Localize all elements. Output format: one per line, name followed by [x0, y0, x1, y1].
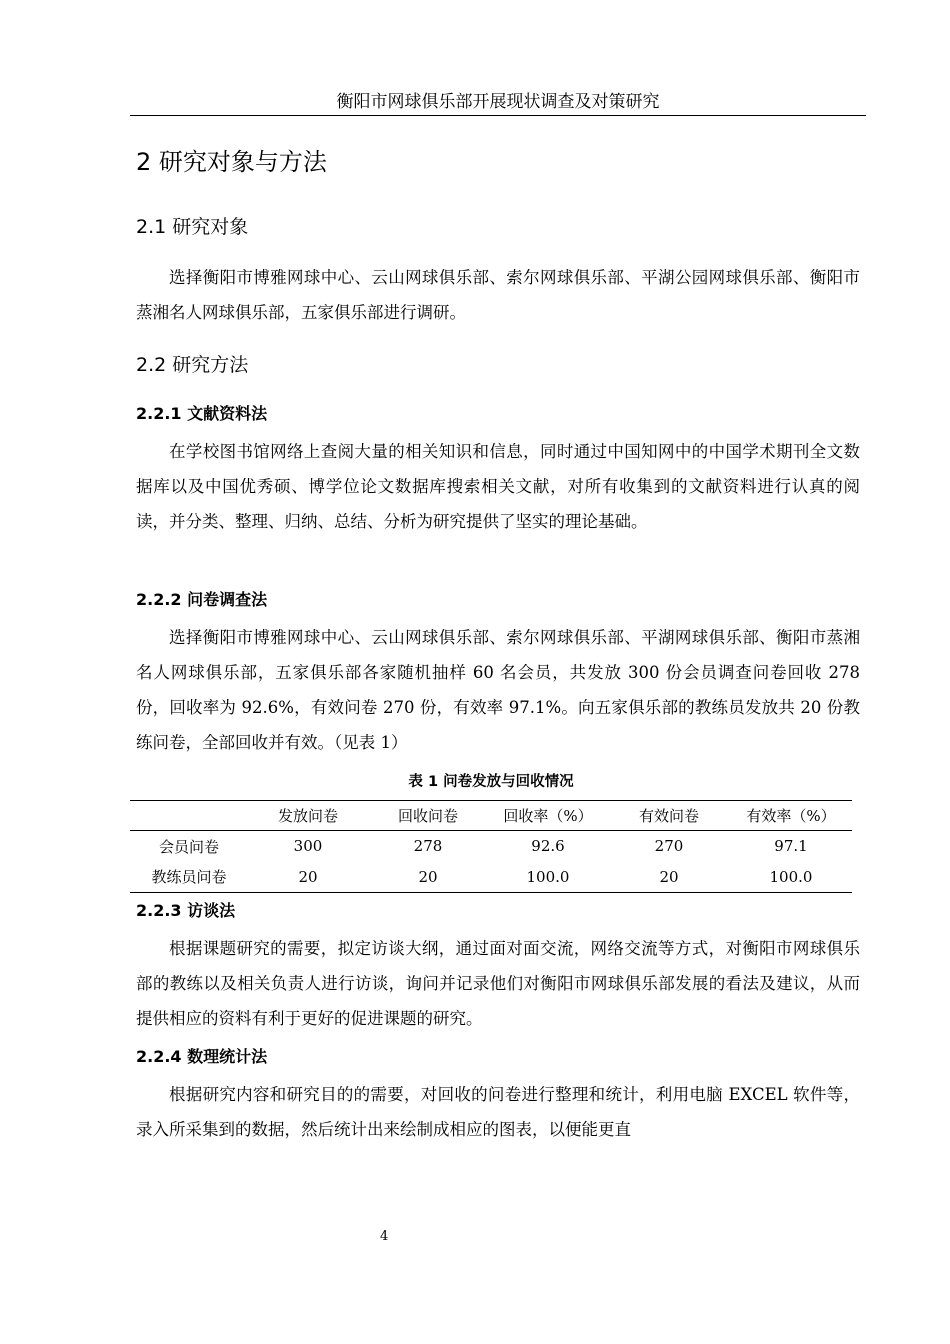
interview-paragraph: 根据课题研究的需要，拟定访谈大纲，通过面对面交流，网络交流等方式，对衡阳市网球俱乐部的教练以及相关负责人进行访谈，询问并记录他们对衡阳市网球俱乐部发展的看法及建议，从而提供相应的资料有利于更好的促进课题的研究。	[136, 939, 860, 1028]
subsection-heading-objects: 2.1 研究对象	[136, 216, 249, 238]
table-cell: 100.0	[730, 862, 852, 893]
column-header: 有效率（%）	[730, 801, 852, 831]
subsection-heading-methods: 2.2 研究方法	[136, 354, 249, 376]
column-header	[130, 801, 248, 831]
table-row	[130, 831, 852, 862]
section-heading: 2 研究对象与方法	[136, 148, 327, 176]
table-cell: 20	[608, 862, 730, 893]
questionnaire-table	[130, 800, 852, 893]
table-caption: 表 1 问卷发放与回收情况	[408, 774, 574, 790]
table-cell: 教练员问卷	[130, 862, 248, 893]
table-cell: 会员问卷	[158, 837, 219, 856]
table-cell: 92.6	[531, 837, 565, 856]
page-number: 4	[380, 1229, 389, 1244]
table-cell: 20	[248, 862, 368, 893]
literature-paragraph: 在学校图书馆网络上查阅大量的相关知识和信息，同时通过中国知网中的中国学术期刊全文数据库以及中国优秀硕、博学位论文数据库搜索相关文献，对所有收集到的文献资料进行认真的阅读，并分类、整理、归纳、总结、分析为研究提供了坚实的理论基础。	[136, 442, 860, 531]
table-cell: 300	[293, 837, 323, 856]
table-cell: 270	[654, 837, 684, 856]
column-header: 回收问卷	[368, 801, 488, 831]
objects-paragraph: 选择衡阳市博雅网球中心、云山网球俱乐部、索尔网球俱乐部、平湖公园网球俱乐部、衡阳市蒸湘名人网球俱乐部，五家俱乐部进行调研。	[136, 268, 860, 322]
column-header: 回收率（%）	[488, 801, 608, 831]
column-header: 发放问卷	[248, 801, 368, 831]
table-cell: 20	[368, 862, 488, 893]
table-header-row	[130, 801, 852, 831]
heading-statistics-method: 2.2.4 数理统计法	[136, 1047, 268, 1066]
heading-interview-method: 2.2.3 访谈法	[136, 901, 236, 920]
statistics-paragraph: 根据研究内容和研究目的的需要，对回收的问卷进行整理和统计，利用电脑 EXCEL 软件等，录入所采集到的数据，然后统计出来绘制成相应的图表，以便能更直	[136, 1085, 860, 1139]
table-cell: 97.1	[774, 837, 808, 856]
questionnaire-paragraph: 选择衡阳市博雅网球中心、云山网球俱乐部、索尔网球俱乐部、平湖网球俱乐部、衡阳市蒸湘名人网球俱乐部，五家俱乐部各家随机抽样 60 名会员，共发放 300 份会员调查问卷回收 278 份，回收率为 92.6%，有效问卷 270 份，有效率 97.1%。向五家俱乐部的教练员发放共 20 份教练问卷，全部回收并有效。（见表 1）	[136, 628, 860, 752]
heading-questionnaire-method: 2.2.2 问卷调查法	[136, 590, 268, 609]
running-header: 衡阳市网球俱乐部开展现状调查及对策研究	[336, 92, 660, 112]
table-row	[130, 862, 852, 893]
table-cell: 278	[413, 837, 443, 856]
header-rule	[130, 115, 866, 116]
heading-literature-method: 2.2.1 文献资料法	[136, 404, 268, 423]
table-cell: 100.0	[488, 862, 608, 893]
column-header: 有效问卷	[608, 801, 730, 831]
